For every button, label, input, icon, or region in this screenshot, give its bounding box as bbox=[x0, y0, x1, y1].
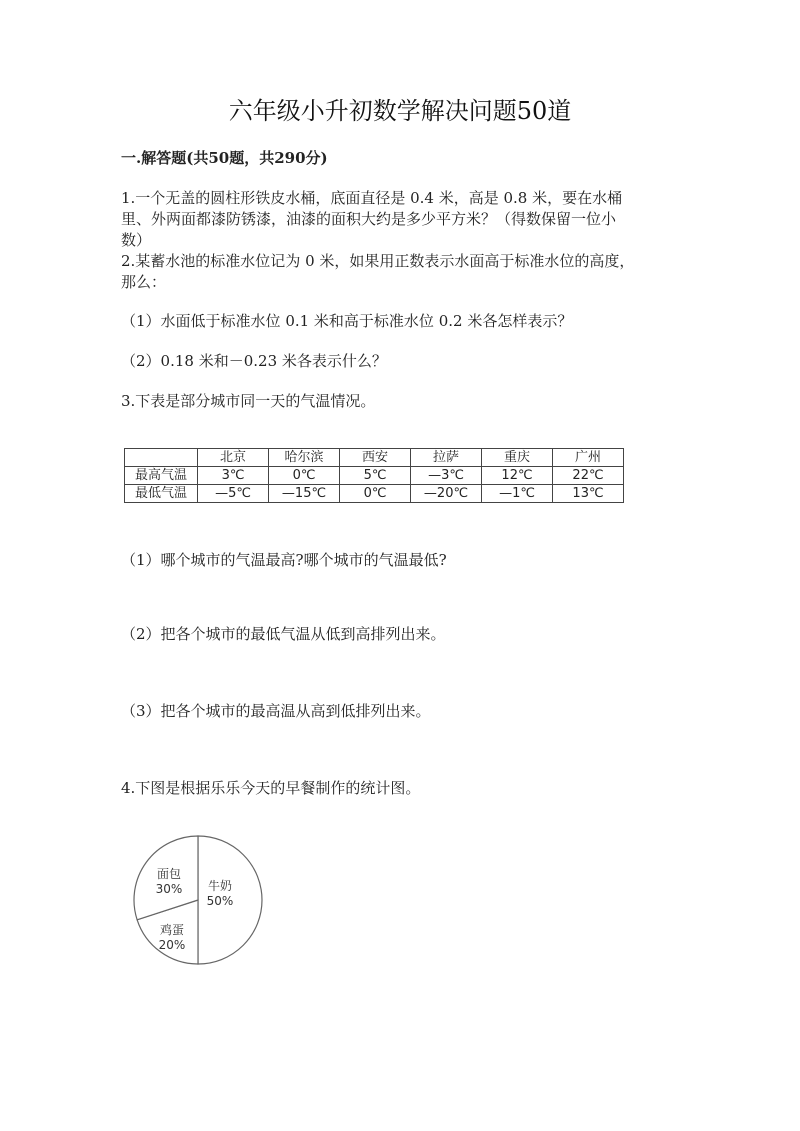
table-cell: —15℃ bbox=[269, 485, 340, 503]
table-header-row bbox=[125, 449, 624, 467]
pie-percent-label: 30% bbox=[155, 882, 183, 896]
section-heading: 一.解答题(共50题，共290分) bbox=[121, 149, 328, 167]
table-header-cell: 西安 bbox=[340, 449, 411, 467]
q3-sub-2: （2）把各个城市的最低气温从低到高排列出来。 bbox=[121, 625, 446, 643]
table-cell: 0℃ bbox=[340, 485, 411, 503]
page-title: 六年级小升初数学解决问题50道 bbox=[228, 97, 572, 125]
table-cell: 12℃ bbox=[482, 467, 553, 485]
table-cell: —3℃ bbox=[411, 467, 482, 485]
pie-category-label: 面包 bbox=[156, 867, 182, 881]
q1-line-1: 1.一个无盖的圆柱形铁皮水桶，底面直径是 0.4 米，高是 0.8 米，要在水桶 bbox=[121, 189, 623, 207]
table-header-cell: 哈尔滨 bbox=[269, 449, 340, 467]
pie-category-label: 鸡蛋 bbox=[159, 923, 185, 937]
table-header-cell bbox=[125, 449, 198, 467]
q1-line-3: 数） bbox=[121, 231, 152, 249]
table-cell: 3℃ bbox=[198, 467, 269, 485]
pie-chart-svg bbox=[128, 830, 268, 970]
table-cell: 5℃ bbox=[340, 467, 411, 485]
table-row-label: 最低气温 bbox=[125, 485, 198, 503]
q2-line-2: 那么： bbox=[121, 273, 167, 291]
pie-category-label: 牛奶 bbox=[207, 879, 233, 893]
q3-stem: 3.下表是部分城市同一天的气温情况。 bbox=[121, 392, 376, 410]
table-row bbox=[125, 485, 624, 503]
q2-sub-1: （1）水面低于标准水位 0.1 米和高于标准水位 0.2 米各怎样表示？ bbox=[121, 312, 573, 330]
table-cell: 13℃ bbox=[553, 485, 624, 503]
table-cell: —5℃ bbox=[198, 485, 269, 503]
table-header-cell: 北京 bbox=[198, 449, 269, 467]
pie-percent-label: 50% bbox=[206, 894, 234, 908]
temperature-table bbox=[124, 448, 624, 503]
q3-sub-1: （1）哪个城市的气温最高?哪个城市的气温最低? bbox=[121, 551, 447, 569]
table-cell: 0℃ bbox=[269, 467, 340, 485]
table-cell: —20℃ bbox=[411, 485, 482, 503]
table-cell: —1℃ bbox=[482, 485, 553, 503]
q2-sub-2: （2）0.18 米和－0.23 米各表示什么？ bbox=[121, 352, 387, 370]
breakfast-pie-chart bbox=[128, 830, 268, 970]
table-row bbox=[125, 467, 624, 485]
table-cell: 22℃ bbox=[553, 467, 624, 485]
q3-sub-3: （3）把各个城市的最高温从高到低排列出来。 bbox=[121, 702, 431, 720]
q1-line-2: 里、外两面都漆防锈漆，油漆的面积大约是多少平方米？（得数保留一位小 bbox=[121, 210, 617, 228]
pie-percent-label: 20% bbox=[158, 938, 186, 952]
table-header-cell: 广州 bbox=[553, 449, 624, 467]
q2-line-1: 2.某蓄水池的标准水位记为 0 米，如果用正数表示水面高于标准水位的高度， bbox=[121, 252, 635, 270]
q4-stem: 4.下图是根据乐乐今天的早餐制作的统计图。 bbox=[121, 779, 421, 797]
table-row-label: 最高气温 bbox=[125, 467, 198, 485]
table-header-cell: 重庆 bbox=[482, 449, 553, 467]
table-header-cell: 拉萨 bbox=[411, 449, 482, 467]
